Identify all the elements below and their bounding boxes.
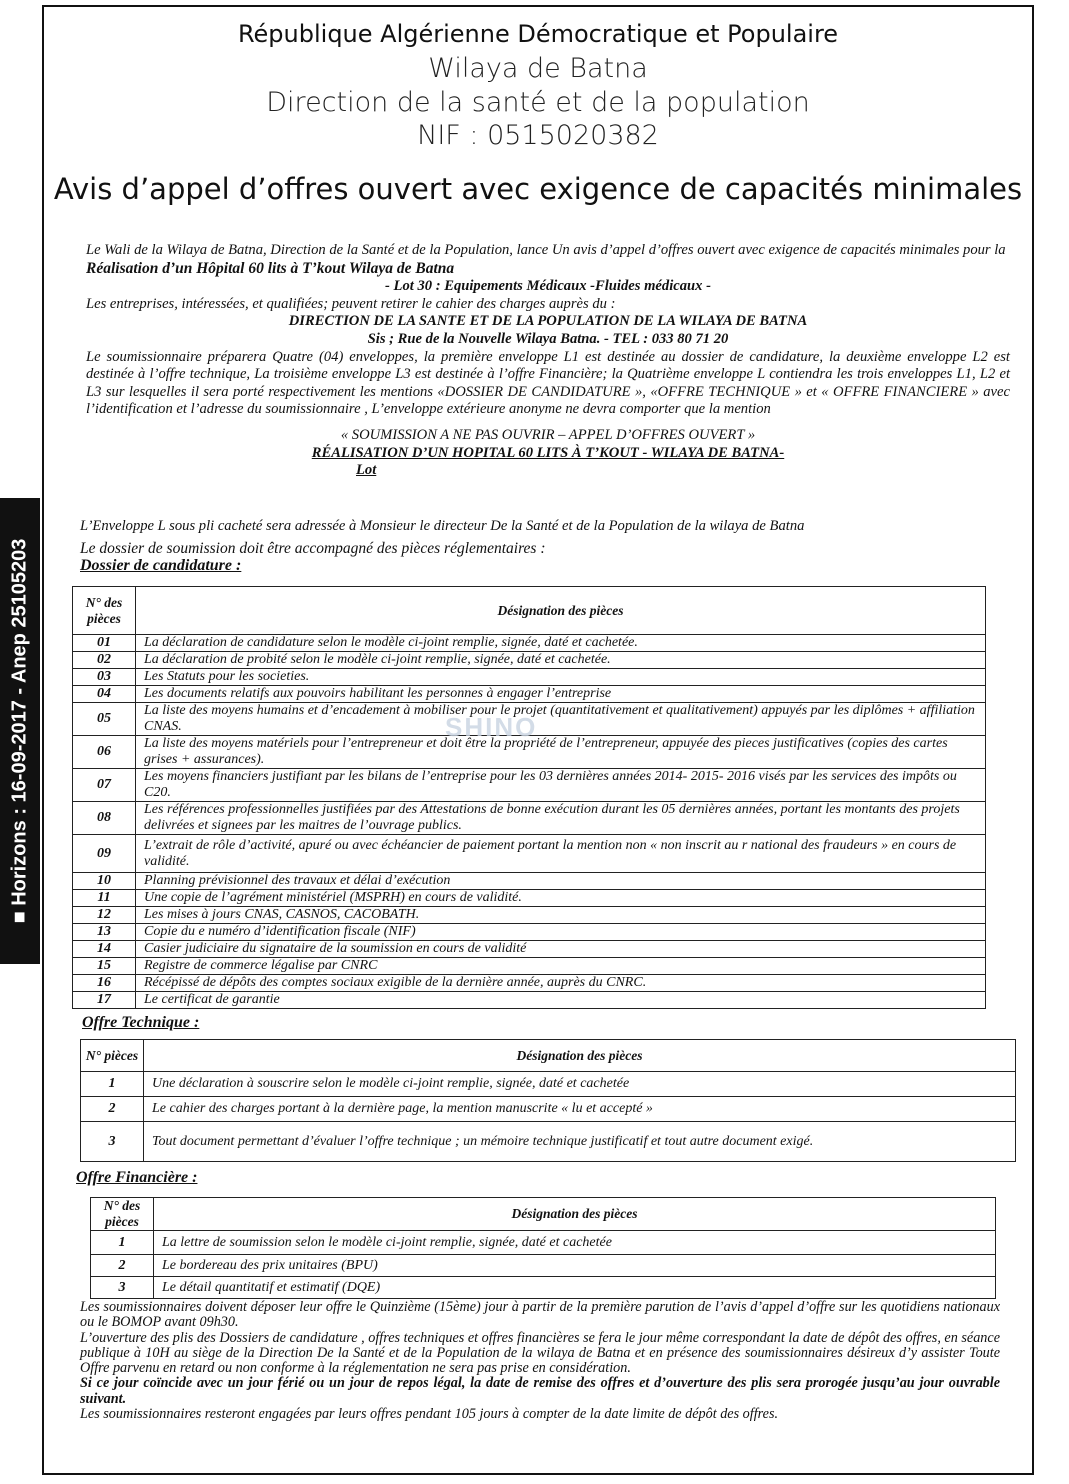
sidebar-label: ■ Horizons : 16-09-2017 - Anep 25105203 bbox=[8, 538, 31, 924]
table-row bbox=[73, 802, 986, 835]
piece-designation: Registre de commerce légalise par CNRC bbox=[136, 958, 986, 975]
table-row bbox=[73, 669, 986, 686]
piece-designation: Les moyens financiers justifiant par les bilans de l’entreprise pour les 03 dernières années 2014- 2015- 2016 visés par les services des impôts ou C20. bbox=[136, 769, 986, 802]
piece-designation: La déclaration de probité selon le modèle ci-joint remplie, signée, daté et cachetée. bbox=[136, 652, 986, 669]
piece-designation: Les références professionnelles justifiées par des Attestations de bonne exécution durant les 05 dernières années, portant les montants des projets delivrées et signees par les maitres de l’ouvrage publics. bbox=[136, 802, 986, 835]
envelope-paragraph: L’Enveloppe L sous pli cacheté sera adressée à Monsieur le directeur De la Santé et de la Population de la wilaya de Batna bbox=[80, 518, 805, 534]
intro-project: Réalisation d’un Hôpital 60 lits à T’kout Wilaya de Batna bbox=[86, 259, 455, 277]
candidature-heading: Dossier de candidature : bbox=[80, 557, 242, 575]
table-row bbox=[91, 1231, 996, 1255]
header-nif: NIF : 0515020382 bbox=[417, 120, 659, 151]
piece-designation: La liste des moyens matériels pour l’entrepreneur et doit être la propriété de l’entrepreneur, appuyée des pieces justificatives (copies des cartes grises + assurances). bbox=[136, 736, 986, 769]
table-row bbox=[73, 958, 986, 975]
table-row bbox=[73, 975, 986, 992]
intro-text: Le Wali de la Wilaya de Batna, Direction de la Santé et de la Population, lance Un avis d’appel d’offres ouvert avec exigence de capacités minimales pour la bbox=[86, 242, 1006, 258]
col-number-header: N° pièces bbox=[81, 1040, 144, 1072]
table-row bbox=[73, 635, 986, 652]
piece-designation: Copie du e numéro d’identification fiscale (NIF) bbox=[136, 924, 986, 941]
technique-heading-block bbox=[82, 1014, 1006, 1032]
table-row bbox=[91, 1277, 996, 1299]
piece-number: 1 bbox=[91, 1231, 154, 1255]
technique-table bbox=[80, 1039, 1016, 1162]
table-row bbox=[73, 835, 986, 873]
table-row bbox=[73, 992, 986, 1009]
piece-number: 06 bbox=[73, 736, 136, 769]
piece-number: 2 bbox=[81, 1097, 144, 1122]
intro-lot: - Lot 30 : Equipements Médicaux -Fluides médicaux - bbox=[385, 278, 711, 295]
closing-holiday: Si ce jour coïncide avec un jour férié ou un jour de repos légal, la date de remise des offres et d’ouverture des plis sera prorogée jusqu’au jour ouvrable suivant. bbox=[80, 1375, 1000, 1407]
piece-designation: La lettre de soumission selon le modèle ci-joint remplie, signée, daté et cachetée bbox=[154, 1231, 996, 1255]
piece-number: 14 bbox=[73, 941, 136, 958]
piece-number: 11 bbox=[73, 890, 136, 907]
closing-opening: L’ouverture des plis des Dossiers de candidature , offres techniques et offres financières se fera le jour même correspondant la date de dépôt des offres, en séance publique à 10H au siège de la Direction De la Santé et de la Population de la wilaya de Batna et en présence des soumissionnaires désireux d’y assister Toute Offre parvenu en retard ou non conforme à la réglementation ne sera pas prise en considération. bbox=[80, 1329, 1000, 1377]
piece-number: 12 bbox=[73, 907, 136, 924]
table-row bbox=[73, 652, 986, 669]
submission-block bbox=[80, 518, 1020, 575]
col-number-header: N° des pièces bbox=[91, 1198, 154, 1231]
candidature-table bbox=[72, 586, 986, 1009]
piece-number: 17 bbox=[73, 992, 136, 1009]
piece-designation: Les documents relatifs aux pouvoirs habilitant les personnes à engager l’entreprise bbox=[136, 686, 986, 703]
piece-number: 16 bbox=[73, 975, 136, 992]
table-row bbox=[73, 907, 986, 924]
intro-block bbox=[86, 242, 1010, 480]
table-row bbox=[91, 1255, 996, 1277]
closing-deadline: Les soumissionnaires doivent déposer leur offre le Quinzième (15ème) jour à partir de la première parution de l’avis d’appel d’offre sur les quotidiens nationaux ou le BOMOP avant 09h30. bbox=[80, 1299, 1000, 1331]
table-row bbox=[73, 769, 986, 802]
table-row bbox=[81, 1072, 1016, 1097]
piece-number: 04 bbox=[73, 686, 136, 703]
piece-number: 1 bbox=[81, 1072, 144, 1097]
piece-designation: Casier judiciaire du signataire de la soumission en cours de validité bbox=[136, 941, 986, 958]
piece-designation: Récépissé de dépôts des comptes sociaux exigible de la dernière année, auprès du CNRC. bbox=[136, 975, 986, 992]
piece-number: 3 bbox=[81, 1122, 144, 1162]
watermark: SHINO bbox=[445, 712, 538, 742]
financiere-heading-block bbox=[76, 1169, 1000, 1187]
table-row bbox=[73, 873, 986, 890]
technique-heading: Offre Technique : bbox=[82, 1014, 200, 1031]
table-row bbox=[81, 1122, 1016, 1162]
piece-designation: Planning prévisionnel des travaux et délai d’exécution bbox=[136, 873, 986, 890]
intro-direction: DIRECTION DE LA SANTE ET DE LA POPULATION DE LA WILAYA DE BATNA bbox=[288, 313, 808, 330]
table-row bbox=[81, 1097, 1016, 1122]
piece-designation: La liste des moyens humains et d’encadement à mobiliser pour le projet (quantitativement et qualitativement) appuyés par les diplômes + affiliation CNAS. bbox=[136, 703, 986, 736]
piece-designation: Les mises à jours CNAS, CASNOS, CACOBATH. bbox=[136, 907, 986, 924]
piece-designation: Le détail quantitatif et estimatif (DQE) bbox=[154, 1277, 996, 1299]
piece-number: 3 bbox=[91, 1277, 154, 1299]
piece-designation: Le cahier des charges portant à la dernière page, la mention manuscrite « lu et accepté » bbox=[144, 1097, 1016, 1122]
piece-number: 05 bbox=[73, 703, 136, 736]
piece-number: 03 bbox=[73, 669, 136, 686]
piece-number: 2 bbox=[91, 1255, 154, 1277]
intro-address: Sis ; Rue de la Nouvelle Wilaya Batna. - TEL : 033 80 71 20 bbox=[367, 330, 729, 347]
header-wilaya: Wilaya de Batna bbox=[428, 53, 648, 84]
table-row bbox=[73, 941, 986, 958]
intro-paragraph-2: Les entreprises, intéressées, et qualifiées; peuvent retirer le cahier des charges auprès du : bbox=[86, 295, 616, 312]
piece-designation: Le bordereau des prix unitaires (BPU) bbox=[154, 1255, 996, 1277]
financiere-heading: Offre Financière : bbox=[76, 1169, 198, 1186]
technique-rows bbox=[81, 1072, 1016, 1162]
table-row bbox=[73, 890, 986, 907]
intro-paragraph-3: Le soumissionnaire préparera Quatre (04) enveloppes, la première enveloppe L1 est destinée au dossier de candidature, la deuxième enveloppe L2 est destinée à l’offre technique, La troisième enveloppe L3 est destinée à l’offre Financière; la Quatrième enveloppe L contiendra les trois enveloppes L1, L2 et L3 sur lesquelles il sera porté respectivement les mentions «DOSSIER DE CANDIDATURE », «OFFRE TECHNIQUE » et « OFFRE FINANCIERE » avec l’identification et l’adresse du soumissionnaire , L’enveloppe extérieure anonyme ne devra comporter que la mention bbox=[86, 348, 1010, 418]
mention-lot: Lot bbox=[356, 462, 377, 479]
piece-designation: La déclaration de candidature selon le modèle ci-joint remplie, signée, daté et cachetée. bbox=[136, 635, 986, 652]
financiere-rows bbox=[91, 1231, 996, 1299]
col-designation-header: Désignation des pièces bbox=[154, 1198, 996, 1231]
piece-number: 01 bbox=[73, 635, 136, 652]
col-designation-header: Désignation des pièces bbox=[136, 587, 986, 635]
table-row bbox=[73, 924, 986, 941]
piece-designation: L’extrait de rôle d’activité, apuré ou avec échéancier de paiement portant la mention non « non inscrit au r national des fraudeurs » en cours de validité. bbox=[136, 835, 986, 873]
piece-number: 09 bbox=[73, 835, 136, 873]
table-row bbox=[73, 686, 986, 703]
piece-number: 15 bbox=[73, 958, 136, 975]
piece-designation: Le certificat de garantie bbox=[136, 992, 986, 1009]
closing-validity: Les soumissionnaires resteront engagées par leurs offres pendant 105 jours à compter de la date limite de dépôt des offres. bbox=[80, 1406, 779, 1423]
piece-designation: Les Statuts pour les societies. bbox=[136, 669, 986, 686]
piece-number: 07 bbox=[73, 769, 136, 802]
candidature-rows bbox=[73, 635, 986, 1009]
intro-paragraph-1 bbox=[86, 242, 1010, 278]
piece-number: 08 bbox=[73, 802, 136, 835]
header-republic: République Algérienne Démocratique et Populaire bbox=[237, 20, 839, 48]
col-number-header: N° des pièces bbox=[73, 587, 136, 635]
piece-number: 02 bbox=[73, 652, 136, 669]
page-title: Avis d’appel d’offres ouvert avec exigence de capacités minimales bbox=[53, 172, 1023, 206]
piece-number: 10 bbox=[73, 873, 136, 890]
mention-line-2: RÉALISATION D’UN HOPITAL 60 LITS À T’KOUT - WILAYA DE BATNA- bbox=[311, 444, 785, 461]
piece-designation: Une copie de l’agrément ministériel (MSPRH) en cours de validité. bbox=[136, 890, 986, 907]
financiere-table bbox=[90, 1197, 996, 1299]
piece-designation: Une déclaration à souscrire selon le modèle ci-joint remplie, signée, daté et cachetée bbox=[144, 1072, 1016, 1097]
dossier-paragraph: Le dossier de soumission doit être accompagné des pièces réglementaires : bbox=[80, 539, 546, 557]
piece-number: 13 bbox=[73, 924, 136, 941]
header-direction: Direction de la santé et de la population bbox=[266, 87, 810, 118]
mention-line-1: « SOUMISSION A NE PAS OUVRIR – APPEL D’OFFRES OUVERT » bbox=[340, 426, 756, 443]
piece-designation: Tout document permettant d’évaluer l’offre technique ; un mémoire technique justificatif et tout autre document exigé. bbox=[144, 1122, 1016, 1162]
col-designation-header: Désignation des pièces bbox=[144, 1040, 1016, 1072]
closing-block bbox=[80, 1300, 1000, 1422]
